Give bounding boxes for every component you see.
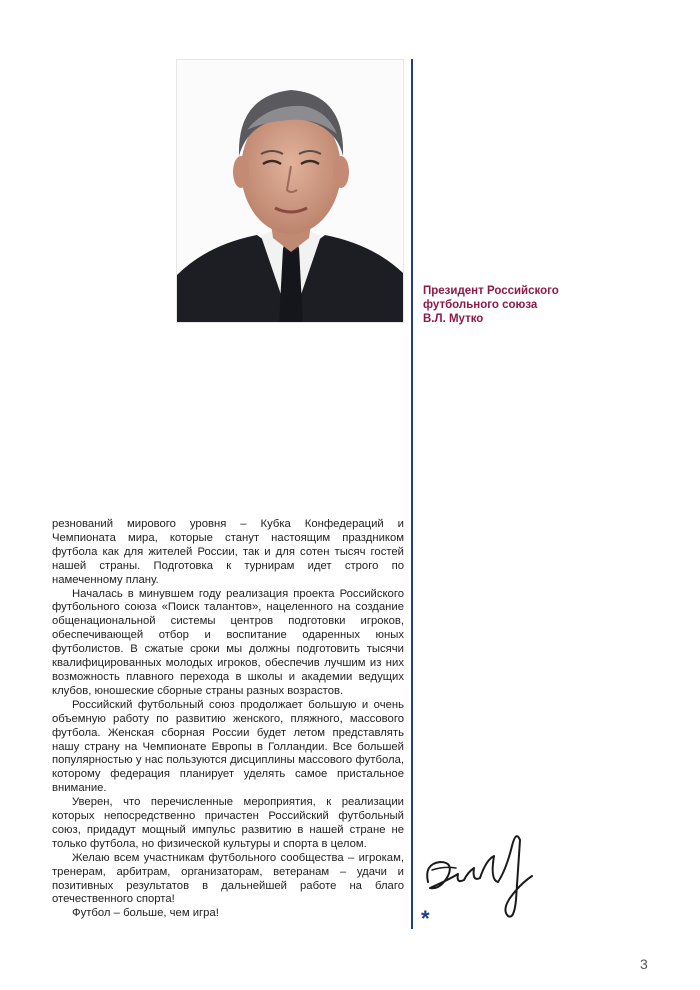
caption-title-line2: футбольного союза [423,299,538,311]
paragraph: Уверен, что перечисленные мероприятия, к реализации которых непосредственно причастен Российский футбольный союз, придадут мощный импульс развитию в нашей стране не только футбола, но физической культуры и спорта в целом. [52,796,404,850]
page-number: 3 [640,956,648,972]
star-mark: * [421,906,430,931]
handwritten-signature-icon [420,820,550,925]
paragraph: резнований мирового уровня – Кубка Конфедераций и Чемпионата мира, которые станут настоящим праздником футбола как для жителей России, так и для сотен тысяч гостей нашей страны. Подготовка к турнирам идет строго по намеченному плану. [52,518,404,586]
photo-caption [423,284,623,326]
president-portrait-photo [176,59,404,323]
vertical-divider [411,59,413,929]
portrait-icon [177,60,404,323]
paragraph: Желаю всем участникам футбольного сообщества – игрокам, тренерам, арбитрам, организаторам, ветеранам – удачи и позитивных результатов в дальнейшей работе на благо отечественного спорта! [52,851,404,906]
paragraph: Футбол – больше, чем игра! [72,907,219,920]
paragraph: Началась в минувшем году реализация проекта Российского футбольного союза «Поиск талантов», нацеленного на создание общенациональной системы центров подготовки игроков, обеспечивающей отбор и воспитание одаренных юных футболистов. В сжатые сроки мы должны подготовить тысячи квалифицированных молодых игроков, обеспечив лучшим из них возможность плавного перехода в школы и академии ведущих клубов, юношеские сборные страны разных возрастов. [52,587,404,697]
article-body [52,518,404,921]
paragraph: Российский футбольный союз продолжает большую и очень объемную работу по развитию женского, пляжного, массового футбола. Женская сборная России будет летом представлять нашу страну на Чемпионате Европы в Голландии. Все большей популярностью у нас пользуются дисциплины массового футбола, которому федерация планирует уделять самое пристальное внимание. [52,698,404,795]
caption-name: В.Л. Мутко [423,313,484,325]
caption-title-line1: Президент Российского [423,285,559,297]
